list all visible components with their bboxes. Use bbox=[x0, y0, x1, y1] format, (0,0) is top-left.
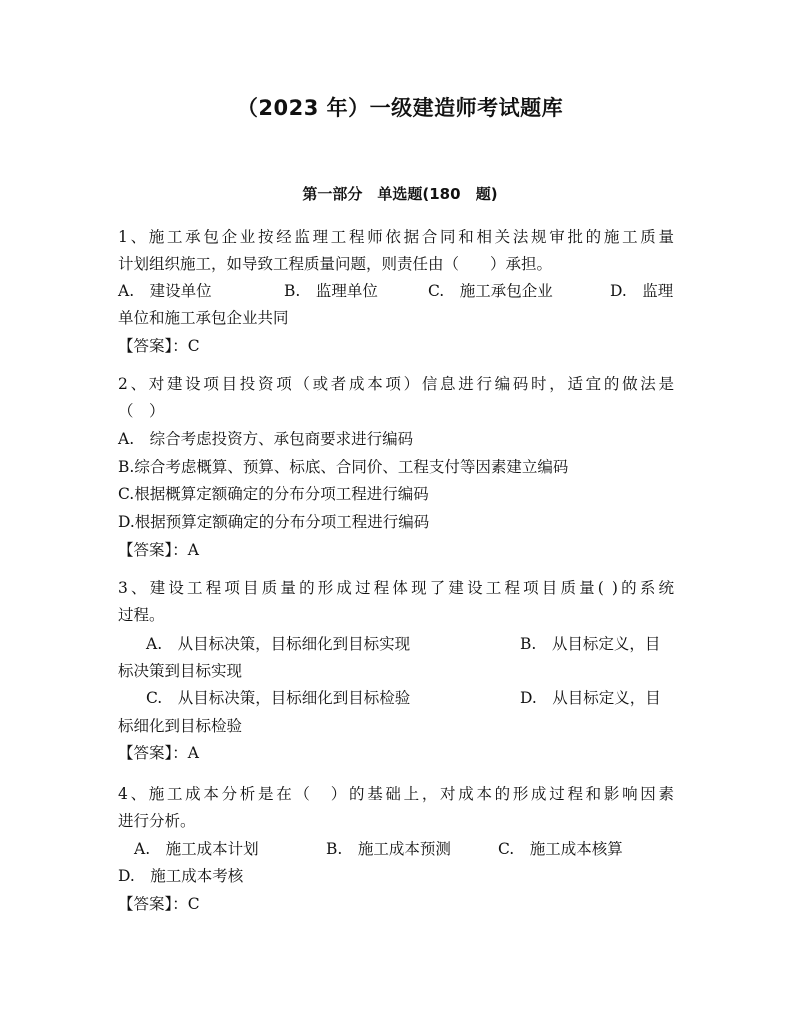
question-1-options-row bbox=[118, 281, 678, 301]
question-4-options-row bbox=[118, 839, 678, 859]
question-2-option-b: B.综合考虑概算、预算、标底、合同价、工程支付等因素建立编码 bbox=[118, 458, 569, 476]
question-3-option-d: D. 从目标定义，目 bbox=[520, 689, 661, 707]
question-4-stem-line-2: 进行分析。 bbox=[118, 812, 196, 830]
question-3-options-row-2 bbox=[118, 688, 678, 708]
question-2-stem-line-1: 2、对建设项目投资项（或者成本项）信息进行编码时，适宜的做法是 bbox=[118, 375, 674, 393]
question-4-stem-line-1: 4、施工成本分析是在（ ）的基础上，对成本的形成过程和影响因素 bbox=[118, 785, 674, 803]
question-1-option-d-continued: 单位和施工承包企业共同 bbox=[118, 309, 289, 327]
question-3-stem-line-2: 过程。 bbox=[118, 606, 165, 624]
question-1-stem-line-2: 计划组织施工，如导致工程质量问题，则责任由（ ）承担。 bbox=[118, 255, 553, 273]
question-4-option-a: A. 施工成本计划 bbox=[134, 840, 259, 858]
question-2-answer: 【答案】：A bbox=[118, 541, 199, 559]
question-2-option-a: A. 综合考虑投资方、承包商要求进行编码 bbox=[118, 430, 414, 448]
question-3-option-b: B. 从目标定义，目 bbox=[520, 635, 661, 653]
section-heading: 第一部分 单选题(180 题) bbox=[302, 185, 498, 203]
question-4-option-c: C. 施工成本核算 bbox=[498, 840, 623, 858]
question-3-option-c: C. 从目标决策，目标细化到目标检验 bbox=[146, 689, 411, 707]
question-2-option-c: C.根据概算定额确定的分布分项工程进行编码 bbox=[118, 485, 429, 503]
question-1-option-a: A. 建设单位 bbox=[118, 282, 212, 300]
page-title: （2023 年）一级建造师考试题库 bbox=[236, 96, 564, 120]
question-4-answer: 【答案】：C bbox=[118, 895, 200, 913]
question-1-stem-line-1: 1、施工承包企业按经监理工程师依据合同和相关法规审批的施工质量 bbox=[118, 228, 674, 246]
question-3-answer: 【答案】：A bbox=[118, 744, 199, 762]
question-1-answer: 【答案】：C bbox=[118, 337, 200, 355]
question-3-option-d-continued: 标细化到目标检验 bbox=[118, 717, 243, 735]
question-1-option-d: D. 监理 bbox=[610, 282, 674, 300]
question-2-stem-line-2: （ ） bbox=[118, 402, 165, 420]
question-1-option-b: B. 监理单位 bbox=[284, 282, 378, 300]
question-4-option-d: D. 施工成本考核 bbox=[118, 867, 244, 885]
question-3-stem-line-1: 3、建设工程项目质量的形成过程体现了建设工程项目质量( )的系统 bbox=[118, 579, 674, 597]
question-3-options-row-1 bbox=[118, 634, 678, 654]
question-3-option-b-continued: 标决策到目标实现 bbox=[118, 662, 243, 680]
question-4-option-b: B. 施工成本预测 bbox=[326, 840, 451, 858]
question-2-option-d: D.根据预算定额确定的分布分项工程进行编码 bbox=[118, 513, 430, 531]
question-3-option-a: A. 从目标决策，目标细化到目标实现 bbox=[146, 635, 411, 653]
question-1-option-c: C. 施工承包企业 bbox=[428, 282, 553, 300]
